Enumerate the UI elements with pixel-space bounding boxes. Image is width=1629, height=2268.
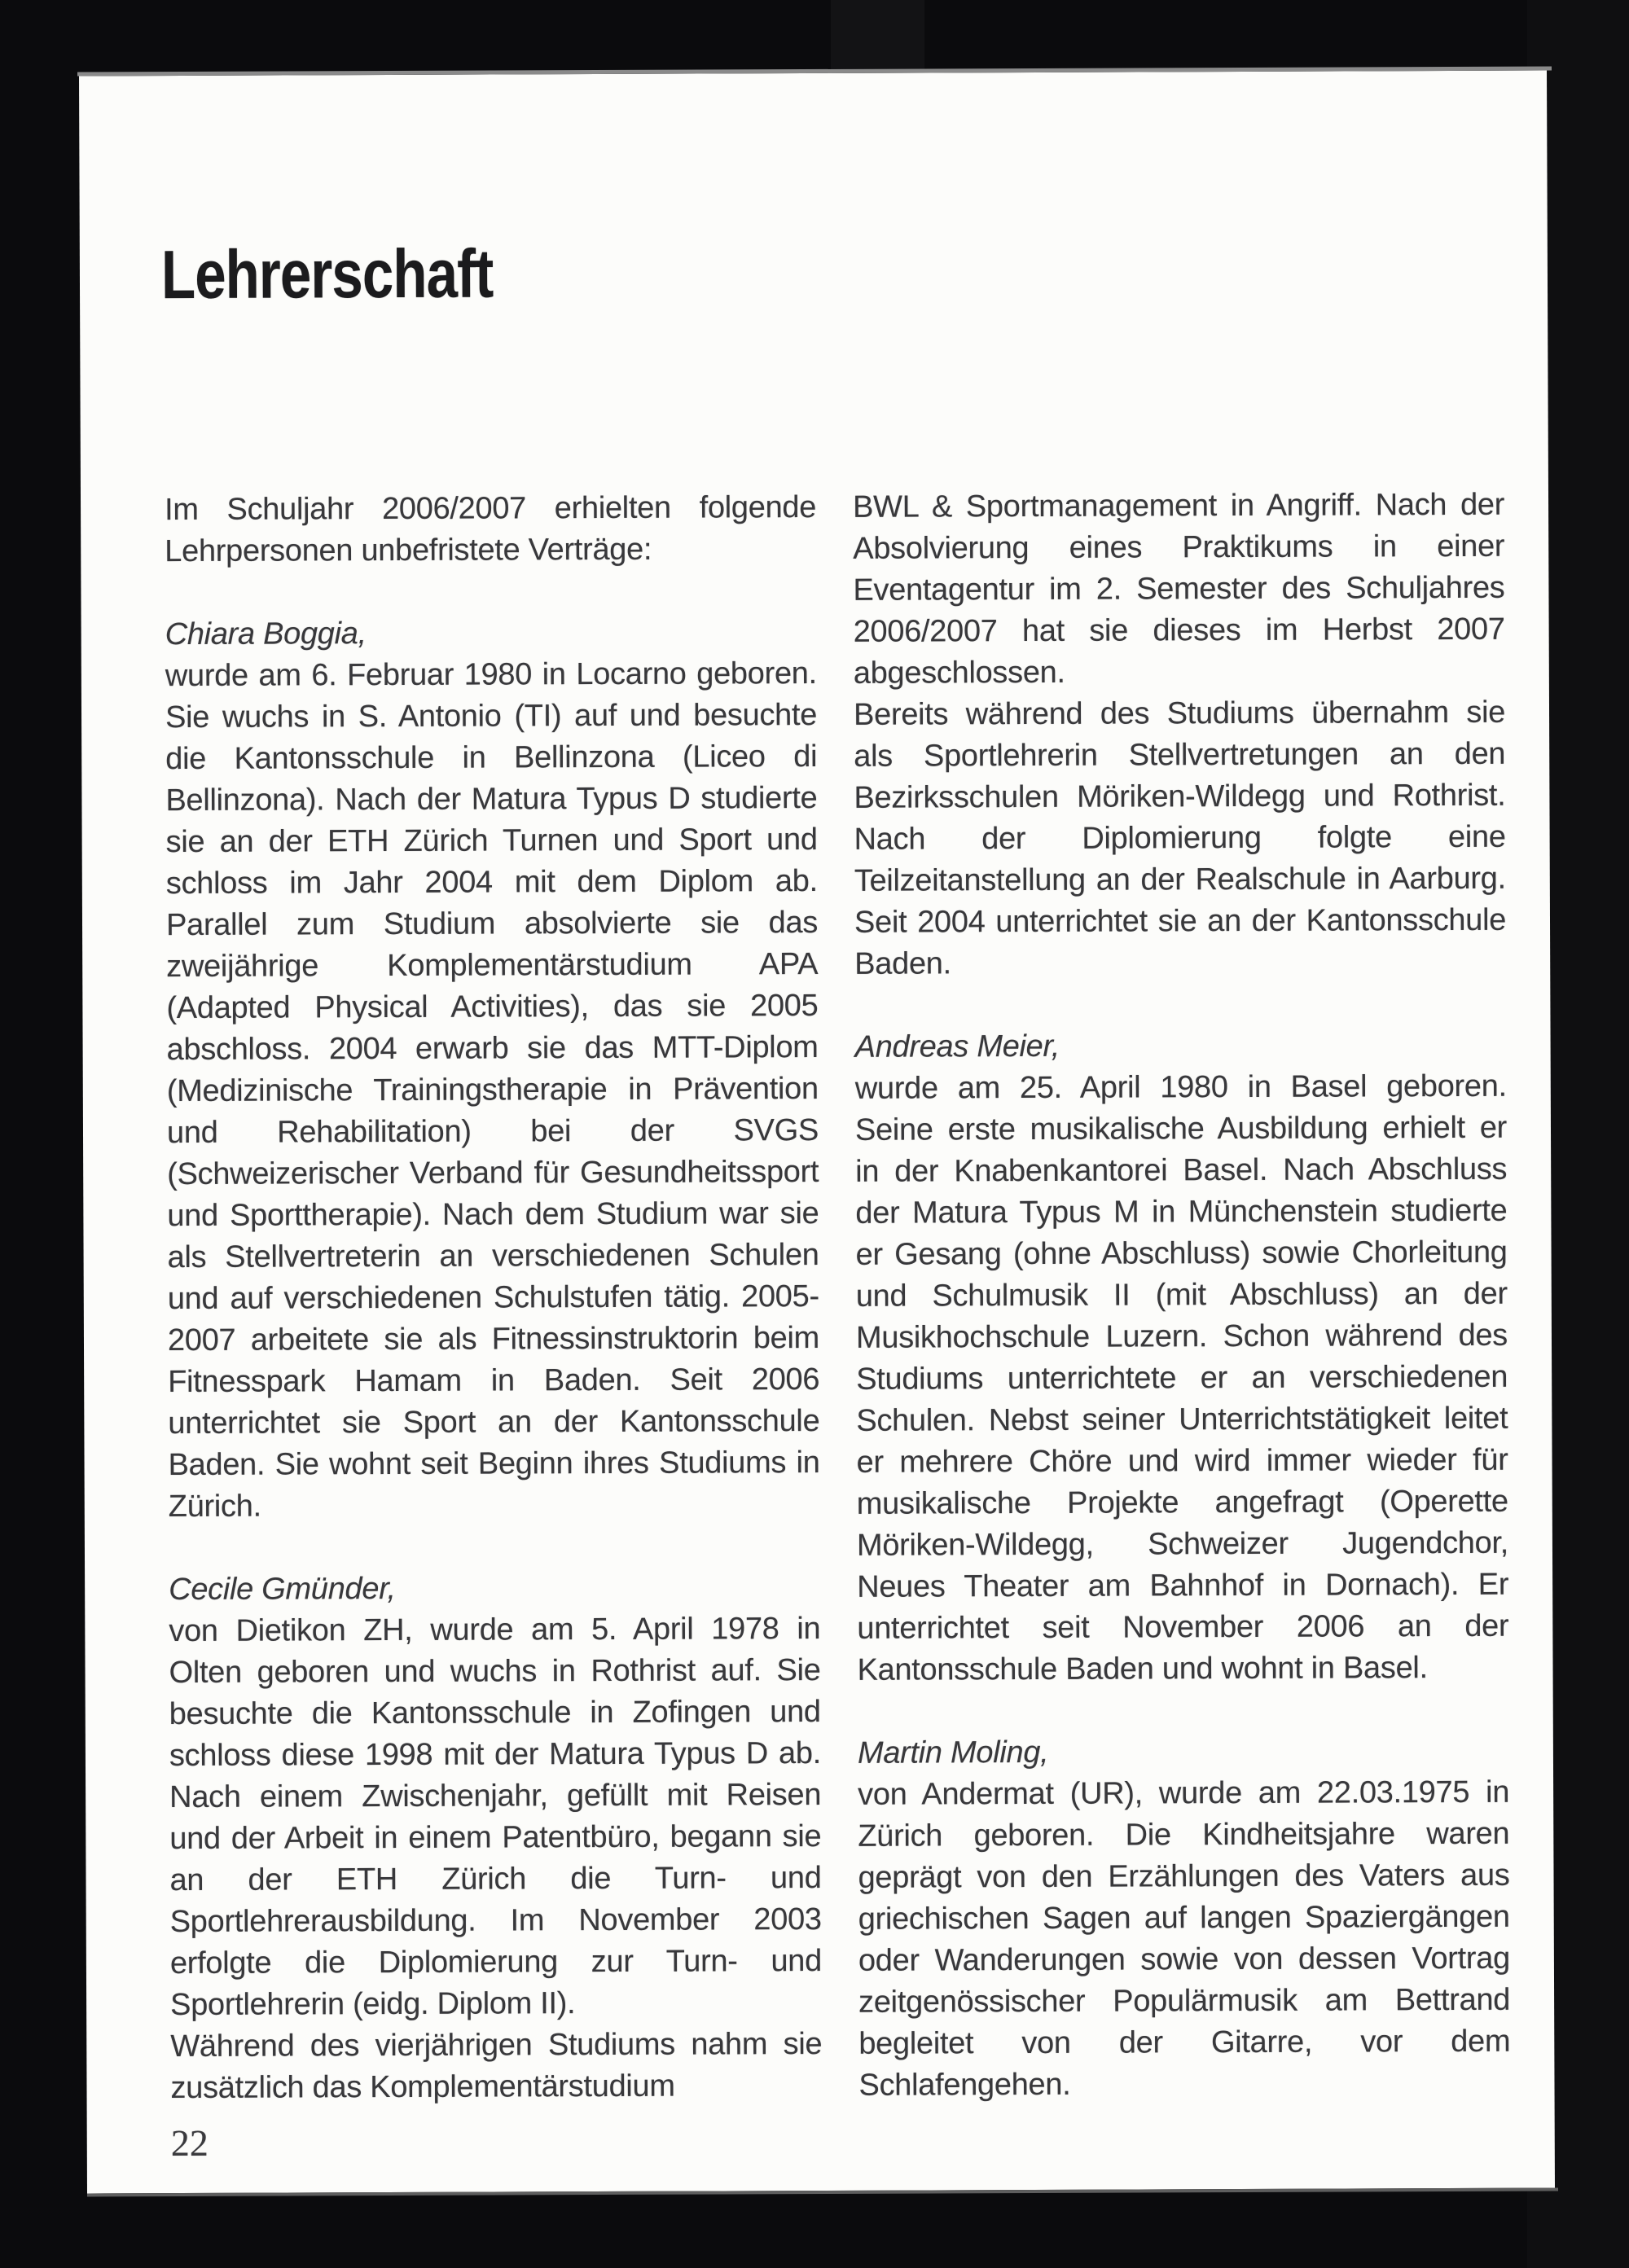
page-number: 22 xyxy=(170,2121,209,2165)
teacher-name-cecile-gmuender: Cecile Gmünder, xyxy=(169,1571,396,1608)
teacher-name-martin-moling: Martin Moling, xyxy=(857,1735,1049,1770)
teacher-bio-chiara-boggia: wurde am 6. Februar 1980 in Locarno geboren. Sie wuchs in S. Antonio (TI) auf und besuchte die Kantonsschule in Bellinzona (Liceo di Bellinzona). Nach der Matura Typus D studierte sie an der ETH Zürich Turnen und Sport und schloss im Jahr 2004 mit dem Diplom ab. Parallel zum Studium absolvierte sie das zweijährige Komplementärstudium APA (Adapted Physical Activities), das sie 2005 abschloss. 2004 erwarb sie das MTT-Diplom (Medizinische Trainingstherapie in Prävention und Rehabilitation) bei der SVGS (Schweizerischer Verband für Gesundheitssport und Sporttherapie). Nach dem Studium war sie als Stellvertreterin an verschiedenen Schulen und auf verschiedenen Schulstufen tätig. 2005-2007 arbeitete sie als Fitnessinstruktorin beim Fitnesspark Hamam in Baden. Seit 2006 unterrichtet sie Sport an der Kantonsschule Baden. Sie wohnt seit Beginn ihres Studiums in Zürich. xyxy=(165,656,820,1524)
scan-artifact-seam xyxy=(831,0,924,77)
teacher-name-andreas-meier: Andreas Meier, xyxy=(854,1029,1060,1064)
teacher-bio-cecile-gmuender-continued: Während des vierjährigen Studiums nahm sie zusätzlich das Komplementärstudium xyxy=(170,2026,823,2106)
teacher-bio-andreas-meier: wurde am 25. April 1980 in Basel geboren. Seine erste musikalische Ausbildung erhielt er in der Knabenkantorei Basel. Nach Abschluss der Matura Typus M in Münchenstein studierte er Gesang (ohne Abschluss) sowie Chorleitung und Schulmusik II (mit Abschluss) an der Musikhochschule Luzern. Schon während des Studiums unterrichtete er an verschiedenen Schulen. Nebst seiner Unterrichtstätigkeit leitet er mehrere Chöre und wird immer wieder für musikalische Projekte angefragt (Operette Möriken-Wildegg, Schweizer Jugendchor, Neues Theater am Bahnhof in Dornach). Er unterrichtet seit November 2006 an der Kantonsschule Baden und wohnt in Basel. xyxy=(854,1068,1509,1687)
left-column xyxy=(165,487,823,2109)
right-column xyxy=(853,485,1511,2107)
teacher-bio-cecile-gmuender: von Dietikon ZH, wurde am 5. April 1978 in Olten geboren und wuchs in Rothrist auf. Sie besuchte die Kantonsschule in Zofingen und schloss diese 1998 mit der Matura Typus D ab. Nach einem Zwischenjahr, gefüllt mit Reisen und der Arbeit in einem Patentbüro, begann sie an der ETH Zürich die Turn- und Sportlehrerausbildung. Im November 2003 erfolgte die Diplomierung zur Turn- und Sportlehrerin (eidg. Diplom II). xyxy=(169,1611,822,2023)
page-title: Lehrerschaft xyxy=(160,235,494,314)
teacher-name-chiara-boggia: Chiara Boggia, xyxy=(165,616,367,652)
book-page xyxy=(79,71,1555,2194)
teacher-bio-cecile-gmuender-continuation-2: Bereits während des Studiums übernahm sie als Sportlehrerin Stellvertretungen an den Bezirksschulen Möriken-Wildegg und Rothrist. Nach der Diplomierung folgte eine Teilzeitanstellung an der Realschule in Aarburg. Seit 2004 unterrichtet sie an der Kantonsschule Baden. xyxy=(853,695,1507,981)
teacher-bio-martin-moling: von Andermat (UR), wurde am 22.03.1975 in Zürich geboren. Die Kindheitsjahre waren geprägt von den Erzählungen des Vaters aus griechischen Sagen auf langen Spaziergängen oder Wanderungen sowie von dessen Vortrag zeitgenössischer Populärmusik am Bettrand begleitet von der Gitarre, vor dem Schlafengehen. xyxy=(858,1774,1511,2103)
intro-paragraph: Im Schuljahr 2006/2007 erhielten folgende Lehrpersonen unbefristete Verträge: xyxy=(164,489,817,569)
teacher-bio-cecile-gmuender-continuation: BWL & Sportmanagement in Angriff. Nach der Absolvierung eines Praktikums in einer Eventagentur im 2. Semester des Schuljahres 2006/2007 hat sie dieses im Herbst 2007 abgeschlossen. xyxy=(852,487,1505,691)
